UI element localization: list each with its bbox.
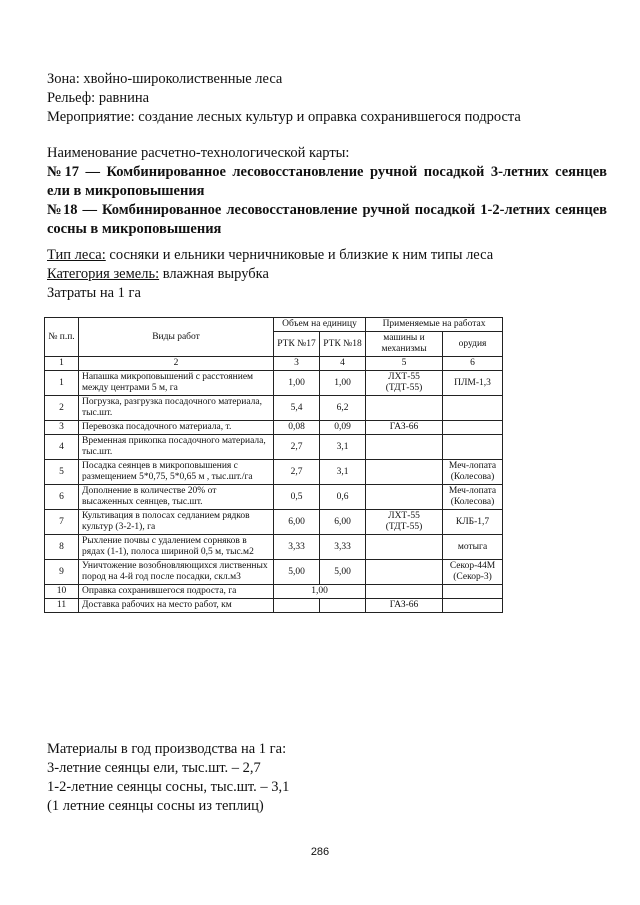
table-header-row: [45, 318, 503, 332]
table-row: [45, 510, 503, 535]
header-tools: орудия: [443, 332, 503, 357]
table-row: [45, 421, 503, 435]
header-applied: Применяемые на работах: [366, 318, 503, 332]
work-cell: Дополнение в количестве 20% от высаженных сеянцев, тыс.шт.: [79, 485, 274, 510]
table-row: [45, 585, 503, 599]
tools-cell: КЛБ-1,7: [443, 510, 503, 535]
table-row: [45, 485, 503, 510]
work-cell: Доставка рабочих на место работ, км: [79, 599, 274, 613]
machines-cell: [366, 396, 443, 421]
work-cell: Оправка сохранившегося подроста, га: [79, 585, 274, 599]
rtk18-cell: 3,1: [320, 435, 366, 460]
zone-line: Зона: хвойно-широколиственные леса: [47, 71, 283, 87]
rtk18-cell: 3,1: [320, 460, 366, 485]
table-row: [45, 460, 503, 485]
row-num-cell: 3: [45, 421, 79, 435]
machines-cell: ЛХТ-55 (ТДТ-55): [366, 510, 443, 535]
work-cell: Временная прикопка посадочного материала, тыс.шт.: [79, 435, 274, 460]
rtk18-cell: [320, 599, 366, 613]
tools-cell: [443, 585, 503, 599]
row-num-cell: 2: [45, 396, 79, 421]
rtk18-cell: 3,33: [320, 535, 366, 560]
relief-line: Рельеф: равнина: [47, 90, 150, 106]
row-num-cell: 5: [45, 460, 79, 485]
table-body: [45, 371, 503, 613]
machines-cell: [366, 535, 443, 560]
table-row: [45, 371, 503, 396]
rtk17-cell: 6,00: [274, 510, 320, 535]
materials-line-2: 1-2-летние сеянцы сосны, тыс.шт. – 3,1: [47, 779, 290, 795]
row-num-cell: 8: [45, 535, 79, 560]
rtk17-cell: 5,4: [274, 396, 320, 421]
rtk18-cell: 6,2: [320, 396, 366, 421]
row-num-cell: 1: [45, 371, 79, 396]
work-cell: Рыхление почвы с удалением сорняков в рядах (1-1), полоса шириной 0,5 м, тыс.м2: [79, 535, 274, 560]
work-cell: Напашка микроповышений с расстоянием между центрами 5 м, га: [79, 371, 274, 396]
table-row: [45, 396, 503, 421]
machines-cell: ГАЗ-66: [366, 421, 443, 435]
header-works: Виды работ: [79, 318, 274, 357]
header-num: № п.п.: [45, 318, 79, 357]
rtk18-cell: 5,00: [320, 560, 366, 585]
rtk18-cell: 0,6: [320, 485, 366, 510]
rtk17-cell: [274, 599, 320, 613]
tools-cell: Меч-лопата (Колесова): [443, 460, 503, 485]
row-num-cell: 9: [45, 560, 79, 585]
tools-cell: Меч-лопата (Колесова): [443, 485, 503, 510]
tools-cell: ПЛМ-1,3: [443, 371, 503, 396]
machines-cell: ЛХТ-55 (ТДТ-55): [366, 371, 443, 396]
materials-block: [47, 740, 607, 816]
measure-line: Мероприятие: создание лесных культур и оправка сохранившегося подроста: [47, 109, 521, 125]
tools-cell: [443, 599, 503, 613]
forest-type-value: сосняки и ельники черничниковые и близкие к ним типы леса: [105, 247, 494, 263]
tools-cell: Секор-44М (Секор-3): [443, 560, 503, 585]
column-number: 4: [320, 357, 366, 371]
column-number-row: [45, 357, 503, 371]
header-volume: Объем на единицу: [274, 318, 366, 332]
land-category-label: Категория земель:: [47, 266, 160, 282]
table-row: [45, 435, 503, 460]
work-cell: Посадка сеянцев в микроповышения с размещением 5*0,75, 5*0,65 м , тыс.шт./га: [79, 460, 274, 485]
row-num-cell: 7: [45, 510, 79, 535]
document-header: [47, 70, 607, 127]
rtk17-cell: 2,7: [274, 460, 320, 485]
card-title: Наименование расчетно-технологической карты:: [47, 145, 350, 161]
forest-info: [47, 246, 607, 303]
card-18-name: №18 — Комбинированное лесовосстановление ручной посадкой 1-2-летних сеянцев сосны в микроповышения: [47, 202, 607, 237]
rtk18-cell: 6,00: [320, 510, 366, 535]
row-num-cell: 11: [45, 599, 79, 613]
page-number: 286: [310, 846, 330, 858]
materials-line-3: (1 летние сеянцы сосны из теплиц): [47, 798, 264, 814]
costs-line: Затраты на 1 га: [47, 285, 141, 301]
column-number: 3: [274, 357, 320, 371]
rtk17-cell: 5,00: [274, 560, 320, 585]
tools-cell: [443, 421, 503, 435]
work-cell: Перевозка посадочного материала, т.: [79, 421, 274, 435]
column-number: 6: [443, 357, 503, 371]
header-machines: машины и механизмы: [366, 332, 443, 357]
card-17-name: №17 — Комбинированное лесовосстановление ручной посадкой 3-летних сеянцев ели в микроповышения: [47, 164, 607, 199]
materials-line-1: 3-летние сеянцы ели, тыс.шт. – 2,7: [47, 760, 261, 776]
machines-cell: [366, 435, 443, 460]
machines-cell: ГАЗ-66: [366, 599, 443, 613]
rtk17-cell: 2,7: [274, 435, 320, 460]
row-num-cell: 10: [45, 585, 79, 599]
materials-title: Материалы в год производства на 1 га:: [47, 741, 287, 757]
forest-type-label: Тип леса:: [47, 247, 106, 263]
rtk17-cell: 3,33: [274, 535, 320, 560]
rtk17-cell: 0,08: [274, 421, 320, 435]
machines-cell: [366, 485, 443, 510]
tools-cell: [443, 435, 503, 460]
work-cell: Уничтожение возобновляющихся лиственных пород на 4-й год после посадки, скл.м3: [79, 560, 274, 585]
land-category-value: влажная вырубка: [159, 266, 269, 282]
row-num-cell: 6: [45, 485, 79, 510]
rtk17-cell: 1,00: [274, 371, 320, 396]
header-rtk18: РТК №18: [320, 332, 366, 357]
volume-merged-cell: 1,00: [274, 585, 366, 599]
machines-cell: [366, 460, 443, 485]
table-row: [45, 599, 503, 613]
column-number: 2: [79, 357, 274, 371]
table-row: [45, 560, 503, 585]
forest-type-line: [47, 246, 607, 265]
work-cell: Погрузка, разгрузка посадочного материала, тыс.шт.: [79, 396, 274, 421]
rtk17-cell: 0,5: [274, 485, 320, 510]
machines-cell: [366, 560, 443, 585]
table-row: [45, 535, 503, 560]
rtk18-cell: 1,00: [320, 371, 366, 396]
tools-cell: [443, 396, 503, 421]
rtk18-cell: 0,09: [320, 421, 366, 435]
land-category-line: [47, 265, 607, 284]
card-names: [47, 144, 607, 239]
works-table: [44, 317, 503, 613]
work-cell: Культивация в полосах седланием рядков культур (3-2-1), га: [79, 510, 274, 535]
column-number: 5: [366, 357, 443, 371]
column-number: 1: [45, 357, 79, 371]
header-rtk17: РТК №17: [274, 332, 320, 357]
machines-cell: [366, 585, 443, 599]
row-num-cell: 4: [45, 435, 79, 460]
tools-cell: мотыга: [443, 535, 503, 560]
